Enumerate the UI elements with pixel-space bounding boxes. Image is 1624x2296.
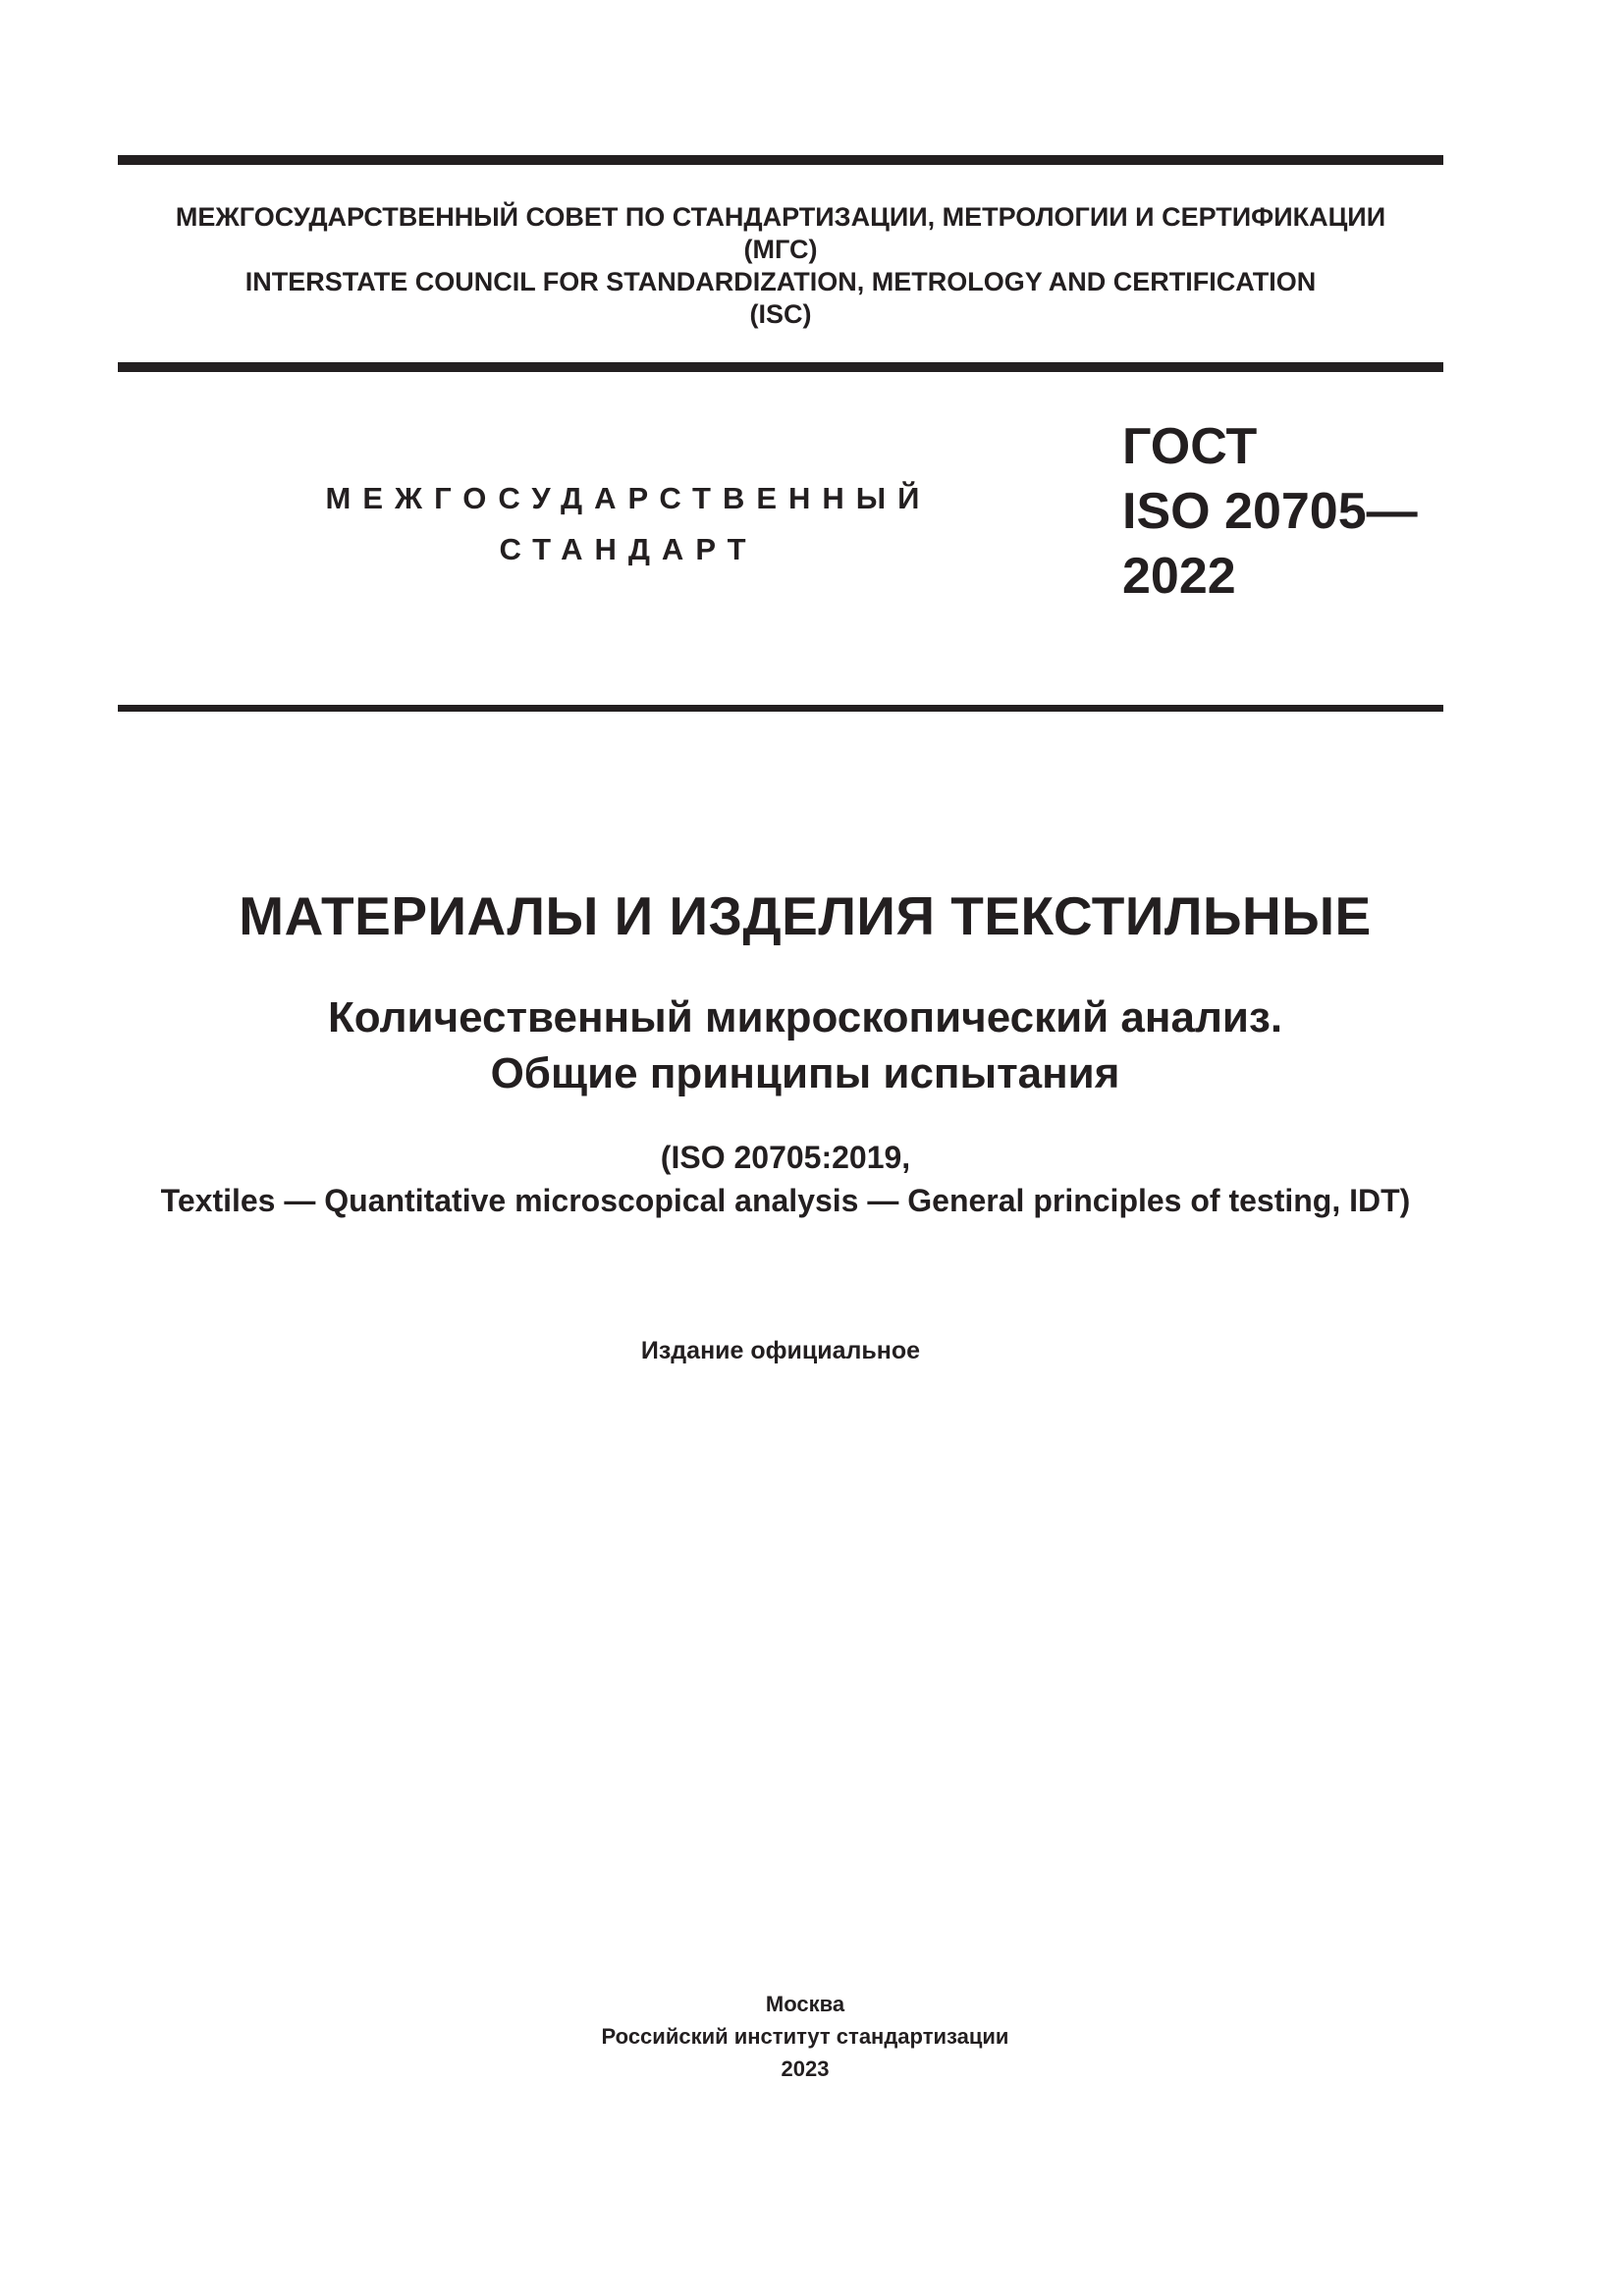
imprint-publisher: Российский институт стандартизации — [601, 2024, 1009, 2049]
council-header — [118, 201, 1443, 331]
standard-type-label — [295, 473, 962, 575]
edition-note: Издание официальное — [640, 1337, 921, 1364]
subtitle-line1: Количественный микроскопический анализ. — [327, 993, 1283, 1041]
imprint-city: Москва — [765, 1992, 845, 2016]
council-abbr-en: (ISC) — [749, 299, 812, 329]
top-rule — [118, 155, 1443, 165]
subtitle-line2: Общие принципы испытания — [490, 1049, 1120, 1097]
imprint-year: 2023 — [781, 2056, 830, 2081]
iso-reference-line1: (ISO 20705:2019, — [660, 1140, 911, 1175]
header-bottom-rule — [118, 362, 1443, 372]
designation-line1: ГОСТ — [1122, 418, 1258, 475]
designation-rule — [118, 705, 1443, 712]
standard-designation — [1122, 414, 1418, 609]
designation-line3: 2022 — [1122, 548, 1236, 605]
standard-type-line1: МЕЖГОСУДАРСТВЕННЫЙ — [325, 481, 932, 515]
document-subtitle — [118, 989, 1492, 1101]
iso-reference — [98, 1136, 1473, 1222]
designation-line2: ISO 20705— — [1122, 483, 1418, 540]
imprint — [118, 1988, 1492, 2085]
iso-reference-line2: Textiles — Quantitative microscopical analysis — General principles of testing, IDT) — [160, 1183, 1411, 1218]
council-name-ru: МЕЖГОСУДАРСТВЕННЫЙ СОВЕТ ПО СТАНДАРТИЗАЦИИ, МЕТРОЛОГИИ И СЕРТИФИКАЦИИ — [175, 202, 1386, 232]
standard-type-line2: СТАНДАРТ — [499, 532, 758, 566]
council-abbr-ru: (МГС) — [743, 235, 818, 264]
document-title: МАТЕРИАЛЫ И ИЗДЕЛИЯ ТЕКСТИЛЬНЫЕ — [239, 885, 1372, 946]
council-name-en: INTERSTATE COUNCIL FOR STANDARDIZATION, METROLOGY AND CERTIFICATION — [244, 267, 1317, 296]
